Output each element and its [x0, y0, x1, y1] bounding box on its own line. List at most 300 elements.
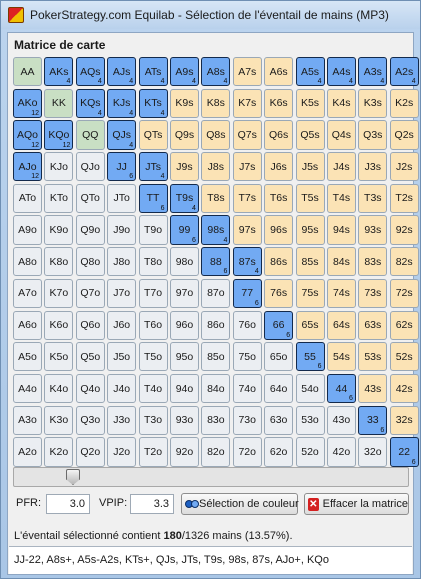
hand-label: J5o	[113, 350, 131, 363]
hand-label: 32o	[364, 445, 382, 458]
hand-label: J2o	[113, 445, 131, 458]
range-text-field[interactable]: JJ-22, A8s+, A5s-A2s, KTs+, QJs, JTs, T9s, 98s, 87s, AJo+, KQo	[9, 546, 412, 574]
hand-cell[interactable]	[327, 57, 356, 86]
hand-cell[interactable]	[107, 437, 136, 466]
hand-cell[interactable]	[358, 57, 387, 86]
hand-cell[interactable]	[107, 57, 136, 86]
title-bar[interactable]	[1, 1, 420, 29]
slider-thumb[interactable]	[66, 469, 80, 485]
hand-cell[interactable]	[296, 120, 325, 149]
hand-cell[interactable]	[390, 374, 419, 403]
hand-cell[interactable]	[390, 184, 419, 213]
hand-cell[interactable]	[13, 311, 42, 340]
hand-cell[interactable]	[76, 247, 105, 276]
hand-label: K6o	[49, 319, 69, 332]
combo-count: 6	[192, 236, 196, 244]
hand-cell[interactable]	[170, 120, 199, 149]
hand-label: QTo	[80, 192, 100, 205]
hand-cell[interactable]	[107, 184, 136, 213]
hand-cell[interactable]	[264, 120, 293, 149]
hand-cell[interactable]	[139, 184, 168, 213]
combo-count: 4	[192, 205, 196, 213]
hand-cell[interactable]	[358, 184, 387, 213]
hand-cell[interactable]	[296, 279, 325, 308]
hand-label: KJo	[49, 160, 68, 173]
hand-cell[interactable]	[233, 89, 262, 118]
hand-cell[interactable]	[44, 184, 73, 213]
color-selection-button[interactable]	[181, 493, 298, 515]
hand-cell[interactable]	[139, 406, 168, 435]
hand-label: 96s	[270, 224, 288, 237]
hand-cell[interactable]	[201, 279, 230, 308]
hand-label: 84o	[207, 382, 225, 395]
hand-label: T2s	[395, 192, 413, 205]
hand-label: 44	[335, 382, 348, 395]
hand-cell[interactable]	[76, 279, 105, 308]
hand-label: 55	[304, 350, 316, 363]
hand-cell[interactable]	[201, 57, 230, 86]
hand-cell[interactable]	[233, 374, 262, 403]
selected-hands-count: 180	[163, 530, 182, 542]
hand-cell[interactable]	[76, 184, 105, 213]
hand-cell[interactable]	[327, 342, 356, 371]
hand-label: K5s	[300, 97, 320, 110]
hand-cell[interactable]	[358, 311, 387, 340]
hand-label: 32s	[395, 414, 413, 427]
hand-label: 86s	[270, 255, 288, 268]
hand-cell[interactable]	[44, 279, 73, 308]
hand-label: A2s	[395, 65, 414, 78]
hand-cell[interactable]	[107, 120, 136, 149]
hand-label: 63o	[269, 414, 288, 427]
hand-cell[interactable]	[327, 247, 356, 276]
hand-cell[interactable]	[201, 89, 230, 118]
hand-label: 98o	[175, 255, 194, 268]
hand-cell[interactable]	[390, 247, 419, 276]
hand-cell[interactable]	[233, 120, 262, 149]
hand-cell[interactable]	[170, 152, 199, 181]
hand-label: 88	[210, 255, 222, 268]
hand-label: A2o	[18, 445, 37, 458]
color-circles-icon	[185, 500, 197, 508]
hand-cell[interactable]	[107, 279, 136, 308]
hand-label: 83o	[207, 414, 225, 427]
hand-cell[interactable]	[296, 89, 325, 118]
hand-label: J7s	[239, 160, 256, 173]
hand-cell[interactable]	[201, 406, 230, 435]
hand-cell[interactable]	[233, 311, 262, 340]
hand-cell[interactable]	[264, 311, 293, 340]
hand-label: AKo	[17, 97, 38, 110]
hand-cell[interactable]	[358, 437, 387, 466]
hand-label: KQs	[80, 97, 101, 110]
hand-cell[interactable]	[13, 279, 42, 308]
close-x-icon: ✕	[309, 498, 318, 510]
hand-label: 97s	[238, 224, 256, 237]
hand-cell[interactable]	[170, 184, 199, 213]
hand-cell[interactable]	[139, 152, 168, 181]
summary-prefix: L'éventail sélectionné contient	[14, 530, 164, 542]
hand-label: A7s	[238, 65, 257, 78]
hand-cell[interactable]	[264, 89, 293, 118]
hand-label: 99	[178, 224, 191, 237]
hand-label: J9s	[176, 160, 193, 173]
hand-label: 54s	[332, 350, 350, 363]
hand-cell[interactable]	[44, 215, 73, 244]
hand-label: 86o	[207, 319, 225, 332]
hand-label: JTs	[145, 160, 161, 173]
hand-cell[interactable]	[76, 152, 105, 181]
hand-label: K2s	[395, 97, 414, 110]
hand-label: 93o	[175, 414, 194, 427]
hand-label: 63s	[364, 319, 382, 332]
hand-cell[interactable]	[358, 279, 387, 308]
hand-label: 97o	[175, 287, 194, 300]
color-selection-label: Sélection de couleur	[199, 498, 299, 510]
hand-cell[interactable]	[296, 57, 325, 86]
hand-cell[interactable]	[264, 437, 293, 466]
hand-cell[interactable]	[358, 374, 387, 403]
hand-cell[interactable]	[107, 374, 136, 403]
hand-label: Q6s	[268, 129, 289, 142]
combo-count: 4	[97, 78, 102, 86]
hand-cell[interactable]	[296, 374, 325, 403]
hand-cell[interactable]	[358, 406, 387, 435]
hand-cell[interactable]	[296, 184, 325, 213]
hand-cell[interactable]	[76, 437, 105, 466]
hand-label: KK	[51, 97, 66, 110]
hand-label: T8o	[144, 255, 163, 268]
hand-cell[interactable]	[44, 311, 73, 340]
hand-label: A3o	[18, 414, 37, 427]
hand-cell[interactable]	[390, 215, 419, 244]
hand-label: JJ	[116, 160, 127, 173]
hand-label: AQs	[80, 65, 101, 78]
clear-matrix-button[interactable]	[304, 493, 409, 515]
hand-cell[interactable]	[76, 406, 105, 435]
hand-cell[interactable]	[13, 247, 42, 276]
hand-cell[interactable]	[264, 152, 293, 181]
hand-cell[interactable]	[233, 215, 262, 244]
hand-label: A3s	[363, 65, 382, 78]
hand-label: J8o	[113, 255, 131, 268]
hand-label: 95s	[301, 224, 319, 237]
hand-cell[interactable]	[201, 342, 230, 371]
hand-label: Q4o	[80, 382, 101, 395]
hand-label: T9o	[144, 224, 163, 237]
combo-count: 4	[223, 78, 228, 86]
hand-label: Q3s	[363, 129, 383, 142]
hand-label: 92o	[175, 445, 194, 458]
hand-cell[interactable]	[139, 215, 168, 244]
hand-label: AJs	[112, 65, 131, 78]
hand-label: 76o	[238, 319, 256, 332]
hand-label: T5o	[144, 350, 163, 363]
hand-label: Q9o	[80, 224, 101, 237]
hand-cell[interactable]	[170, 374, 199, 403]
hand-cell[interactable]	[170, 247, 199, 276]
hand-cell[interactable]	[327, 215, 356, 244]
hand-cell[interactable]	[358, 120, 387, 149]
hand-label: 72o	[238, 445, 256, 458]
hand-cell[interactable]	[327, 120, 356, 149]
selection-summary	[14, 530, 293, 542]
hand-label: T4o	[144, 382, 163, 395]
hand-label: J3s	[364, 160, 381, 173]
combo-count: 4	[254, 268, 259, 276]
hand-cell[interactable]	[44, 57, 73, 86]
hand-cell[interactable]	[358, 89, 387, 118]
hand-label: 96o	[175, 319, 194, 332]
hand-label: A6s	[269, 65, 288, 78]
hand-cell[interactable]	[233, 152, 262, 181]
hand-label: 92s	[395, 224, 413, 237]
hand-label: T3s	[364, 192, 382, 205]
hand-cell[interactable]	[44, 437, 73, 466]
hand-cell[interactable]	[13, 152, 42, 181]
hand-cell[interactable]	[264, 247, 293, 276]
hand-label: 73o	[238, 414, 256, 427]
hand-cell[interactable]	[296, 437, 325, 466]
hand-label: 43o	[332, 414, 351, 427]
hand-cell[interactable]	[107, 311, 136, 340]
hand-cell[interactable]	[44, 152, 73, 181]
hand-cell[interactable]	[139, 437, 168, 466]
hand-cell[interactable]	[327, 437, 356, 466]
combo-count: 6	[286, 331, 291, 339]
hand-cell[interactable]	[139, 57, 168, 86]
hand-cell[interactable]	[44, 89, 73, 118]
hand-label: T7s	[238, 192, 256, 205]
hand-cell[interactable]	[296, 215, 325, 244]
hand-label: 74s	[332, 287, 350, 300]
hand-cell[interactable]	[139, 279, 168, 308]
hand-label: Q5o	[80, 350, 101, 363]
hand-cell[interactable]	[233, 406, 262, 435]
hand-cell[interactable]	[76, 311, 105, 340]
hand-cell[interactable]	[139, 311, 168, 340]
hand-cell[interactable]	[264, 57, 293, 86]
hand-cell[interactable]	[107, 342, 136, 371]
hand-cell[interactable]	[44, 406, 73, 435]
hand-cell[interactable]	[327, 184, 356, 213]
hand-cell[interactable]	[13, 184, 42, 213]
hand-cell[interactable]	[201, 437, 230, 466]
hand-label: 73s	[364, 287, 382, 300]
hand-cell[interactable]	[201, 215, 230, 244]
hand-cell[interactable]	[139, 89, 168, 118]
hand-cell[interactable]	[44, 120, 73, 149]
vpip-input[interactable]: 3.3	[130, 494, 174, 514]
hand-cell[interactable]	[107, 406, 136, 435]
hand-cell[interactable]	[390, 89, 419, 118]
combo-count: 4	[317, 78, 322, 86]
hand-cell[interactable]	[76, 89, 105, 118]
hand-label: KQo	[48, 129, 70, 142]
hand-cell[interactable]	[139, 374, 168, 403]
hand-cell[interactable]	[358, 215, 387, 244]
combo-count: 4	[97, 109, 102, 117]
hand-cell[interactable]	[264, 406, 293, 435]
hand-cell[interactable]	[390, 120, 419, 149]
hand-cell[interactable]	[296, 247, 325, 276]
hand-cell[interactable]	[390, 437, 419, 466]
hand-label: K6s	[269, 97, 288, 110]
hand-label: KJs	[112, 97, 131, 110]
hand-cell[interactable]	[107, 215, 136, 244]
hand-cell[interactable]	[170, 406, 199, 435]
hand-cell[interactable]	[139, 342, 168, 371]
hand-cell[interactable]	[296, 406, 325, 435]
clear-matrix-label: Effacer la matrice	[322, 498, 408, 510]
window-title: PokerStrategy.com Equilab - Sélection de l'éventail de mains (MP3)	[30, 8, 389, 22]
hand-label: J4o	[113, 382, 131, 395]
hand-cell[interactable]	[139, 120, 168, 149]
hand-label: 75o	[238, 350, 256, 363]
hand-cell[interactable]	[107, 247, 136, 276]
hand-cell[interactable]	[170, 342, 199, 371]
hand-cell[interactable]	[327, 406, 356, 435]
hand-cell[interactable]	[264, 184, 293, 213]
hand-cell[interactable]	[13, 406, 42, 435]
hand-cell[interactable]	[264, 374, 293, 403]
hand-cell[interactable]	[296, 342, 325, 371]
combo-count: 4	[129, 109, 134, 117]
hand-label: 93s	[364, 224, 382, 237]
hand-cell[interactable]	[170, 215, 199, 244]
hand-cell[interactable]	[264, 279, 293, 308]
hand-cell[interactable]	[390, 342, 419, 371]
hand-cell[interactable]	[233, 184, 262, 213]
equilab-app-icon	[8, 7, 24, 23]
hand-cell[interactable]	[233, 342, 262, 371]
hand-cell[interactable]	[13, 437, 42, 466]
hand-cell[interactable]	[327, 89, 356, 118]
hand-cell[interactable]	[44, 374, 73, 403]
hand-cell[interactable]	[13, 374, 42, 403]
hand-cell[interactable]	[170, 279, 199, 308]
hand-cell[interactable]	[170, 311, 199, 340]
hand-cell[interactable]	[76, 120, 105, 149]
hand-cell[interactable]	[170, 57, 199, 86]
hand-label: T9s	[175, 192, 194, 205]
combo-count: 12	[31, 173, 39, 181]
hand-cell[interactable]	[13, 215, 42, 244]
hand-cell[interactable]	[201, 120, 230, 149]
hand-cell[interactable]	[13, 57, 42, 86]
hand-cell[interactable]	[170, 89, 199, 118]
combo-count: 4	[66, 78, 71, 86]
range-slider[interactable]	[13, 467, 409, 487]
hand-label: J7o	[113, 287, 131, 300]
hand-cell[interactable]	[390, 57, 419, 86]
hand-label: 64s	[332, 319, 350, 332]
hand-label: T8s	[207, 192, 225, 205]
hand-cell[interactable]	[107, 152, 136, 181]
hand-cell[interactable]	[390, 279, 419, 308]
hand-label: 64o	[269, 382, 288, 395]
combo-count: 6	[160, 205, 165, 213]
hand-cell[interactable]	[139, 247, 168, 276]
hand-cell[interactable]	[76, 215, 105, 244]
combo-count: 12	[31, 141, 39, 149]
vpip-label: VPIP:	[99, 497, 128, 509]
hand-label: A5s	[300, 65, 320, 78]
hand-label: 54o	[301, 382, 319, 395]
hand-cell[interactable]	[13, 120, 42, 149]
hand-label: 33	[366, 414, 379, 427]
hand-cell[interactable]	[76, 57, 105, 86]
combo-count: 12	[62, 141, 71, 149]
hand-cell[interactable]	[170, 437, 199, 466]
hand-cell[interactable]	[390, 406, 419, 435]
hand-cell[interactable]	[296, 152, 325, 181]
hand-label: T6s	[269, 192, 288, 205]
hand-cell[interactable]	[201, 247, 230, 276]
hand-label: J6o	[113, 319, 131, 332]
hand-label: AA	[20, 65, 35, 78]
hand-cell[interactable]	[233, 279, 262, 308]
hand-label: K9s	[175, 97, 194, 110]
hand-cell[interactable]	[233, 437, 262, 466]
hand-label: 82s	[395, 255, 413, 268]
hand-cell[interactable]	[76, 374, 105, 403]
hand-cell[interactable]	[233, 57, 262, 86]
hand-label: 75s	[301, 287, 319, 300]
hand-cell[interactable]	[201, 184, 230, 213]
hand-label: J5s	[301, 160, 319, 173]
hand-cell[interactable]	[13, 89, 42, 118]
hand-cell[interactable]	[327, 152, 356, 181]
hand-label: A6o	[18, 319, 37, 332]
hand-cell[interactable]	[201, 374, 230, 403]
hand-cell[interactable]	[296, 311, 325, 340]
hand-label: K8o	[49, 255, 69, 268]
hand-cell[interactable]	[201, 152, 230, 181]
hand-label: 82o	[207, 445, 225, 458]
hand-cell[interactable]	[327, 374, 356, 403]
hand-label: 53s	[364, 350, 382, 363]
hand-cell[interactable]	[264, 342, 293, 371]
hand-cell[interactable]	[358, 152, 387, 181]
hand-label: KTo	[49, 192, 68, 205]
hand-cell[interactable]	[358, 247, 387, 276]
matrix-title: Matrice de carte	[14, 38, 106, 52]
hand-cell[interactable]	[327, 311, 356, 340]
hand-cell[interactable]	[44, 247, 73, 276]
pfr-input[interactable]: 3.0	[46, 494, 90, 514]
hand-cell[interactable]	[390, 311, 419, 340]
hand-cell[interactable]	[13, 342, 42, 371]
range-selection-panel	[7, 32, 414, 575]
hand-label: TT	[146, 192, 160, 205]
hand-label: 66	[272, 319, 285, 332]
hand-cell[interactable]	[201, 311, 230, 340]
hand-cell[interactable]	[107, 89, 136, 118]
combo-count: 6	[317, 363, 322, 371]
combo-count: 4	[411, 78, 416, 86]
hand-cell[interactable]	[327, 279, 356, 308]
hand-label: 42o	[332, 445, 351, 458]
hand-label: Q8s	[206, 129, 226, 142]
hand-cell[interactable]	[76, 342, 105, 371]
hand-label: K4s	[332, 97, 351, 110]
hand-cell[interactable]	[358, 342, 387, 371]
hand-cell[interactable]	[390, 152, 419, 181]
hand-cell[interactable]	[233, 247, 262, 276]
hand-cell[interactable]	[44, 342, 73, 371]
hand-cell[interactable]	[264, 215, 293, 244]
